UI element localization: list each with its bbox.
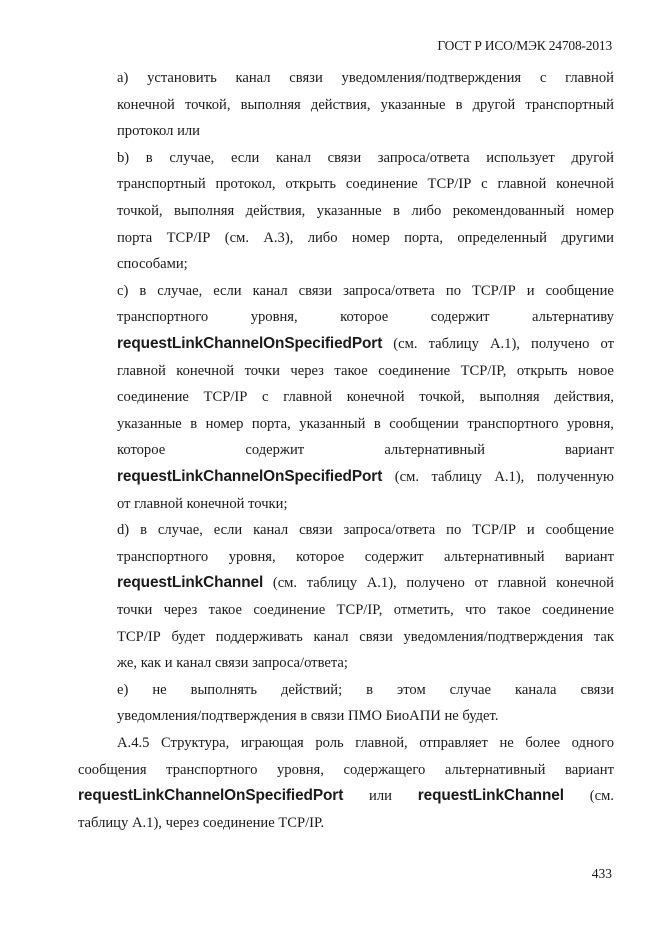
word: А.1), — [366, 575, 397, 591]
list-item-b-line — [117, 254, 614, 274]
word: связи — [214, 655, 249, 671]
word: точкой, — [419, 389, 465, 405]
word: связи — [327, 150, 362, 166]
word: с — [262, 389, 269, 405]
word: таблицу — [306, 575, 358, 591]
word: уведомления/подтверждения — [341, 70, 522, 86]
word: соединение — [542, 602, 614, 618]
word: канал — [253, 522, 289, 538]
word: указанный — [299, 416, 366, 432]
word: конечной — [346, 389, 405, 405]
word: или — [177, 123, 200, 139]
word: выполняя — [240, 97, 301, 113]
word: отправляет — [419, 735, 488, 751]
word: связи — [310, 708, 345, 724]
word: способами; — [117, 256, 188, 272]
word: другими — [561, 230, 614, 246]
word: играющая — [240, 735, 304, 751]
word: точки — [244, 363, 280, 379]
identifier-word — [418, 786, 564, 806]
word: не — [499, 735, 514, 751]
word: порта — [117, 230, 153, 246]
word: TCP/IP — [117, 629, 161, 645]
word: в — [140, 522, 147, 538]
word: в — [366, 682, 374, 698]
word: с — [481, 176, 488, 192]
word: альтернативный — [384, 442, 485, 458]
list-item-c-line — [117, 494, 614, 514]
word: другой — [472, 97, 516, 113]
word: сообщении — [389, 416, 459, 432]
word: главной — [283, 389, 333, 405]
word: А.1), — [131, 815, 162, 831]
list-item-d-line — [117, 600, 614, 620]
word: главной — [497, 575, 547, 591]
word: транспортного — [467, 416, 559, 432]
word: уведомления/подтверждения — [403, 629, 584, 645]
word: конечной — [556, 176, 614, 192]
word: точки — [117, 602, 153, 618]
word: более — [525, 735, 561, 751]
list-item-a-line — [117, 121, 614, 141]
word: TCP/IP — [203, 389, 248, 405]
word: содержит — [245, 442, 305, 458]
word: сообщение — [545, 522, 614, 538]
word: установить — [147, 70, 217, 86]
word: канал — [235, 70, 271, 86]
word: другой — [571, 150, 614, 166]
word: уровня, — [276, 762, 324, 778]
word: номер — [205, 416, 244, 432]
word: либо — [411, 203, 442, 219]
word: вариант — [565, 549, 614, 565]
word: указанные — [380, 97, 446, 113]
word: и — [526, 522, 535, 538]
list-item-c-line — [117, 334, 614, 354]
word: если — [213, 283, 242, 299]
word: транспортного — [117, 549, 209, 565]
word: как — [140, 655, 162, 671]
word: будет — [171, 629, 206, 645]
word: получено — [531, 336, 590, 352]
word: выполняя — [174, 203, 235, 219]
word: конечной — [186, 496, 245, 512]
word: случае, — [157, 522, 203, 538]
word: открыть — [516, 363, 568, 379]
word: альтернативу — [532, 309, 614, 325]
word: транспортного — [117, 309, 209, 325]
word: определенный — [457, 230, 547, 246]
paragraph-a45-line — [117, 733, 614, 753]
word: сообщение — [545, 283, 614, 299]
list-item-b-line — [117, 228, 614, 248]
word: открыть — [285, 176, 337, 192]
paragraph-a45-line — [78, 813, 614, 833]
word: в — [139, 283, 147, 299]
list-item-d-line — [117, 520, 614, 540]
word: запроса/ответа; — [252, 655, 348, 671]
word: запроса/ответа — [343, 283, 435, 299]
word: связи — [359, 629, 393, 645]
word: использует — [486, 150, 555, 166]
word: соединение — [117, 389, 189, 405]
word: рекомендованный — [452, 203, 565, 219]
word: такое — [334, 363, 368, 379]
word: А.1), — [489, 336, 520, 352]
word: альтернативный — [444, 549, 545, 565]
word: с — [539, 70, 547, 86]
word: (см. — [272, 575, 298, 591]
word: или — [369, 788, 392, 804]
word: конечной — [117, 97, 175, 113]
word: случае — [449, 682, 492, 698]
word: роль — [315, 735, 344, 751]
word: канал — [313, 629, 349, 645]
code-identifier: requestLinkChannel — [417, 787, 564, 804]
word: канала — [514, 682, 557, 698]
list-item-e-line — [117, 680, 614, 700]
word: альтернативный — [444, 762, 546, 778]
word: протокол — [117, 123, 174, 139]
word: случае, — [157, 283, 203, 299]
word: главной, — [355, 735, 408, 751]
word: которое — [296, 549, 345, 565]
word: канал — [252, 283, 288, 299]
word: не — [152, 682, 167, 698]
word: через — [290, 363, 324, 379]
word: соединение — [378, 363, 451, 379]
list-item-d-line — [117, 653, 614, 673]
word: d) — [117, 522, 130, 538]
list-item-b-line — [117, 174, 614, 194]
word: в — [455, 97, 463, 113]
word: TCP/IP — [427, 176, 472, 192]
list-item-e-line — [117, 706, 614, 726]
word: канал — [276, 150, 312, 166]
word: так — [593, 629, 614, 645]
list-item-d-line — [117, 547, 614, 567]
word: в — [300, 708, 308, 724]
word: главной — [565, 70, 614, 86]
list-item-c-line — [117, 414, 614, 434]
list-item-c-line — [117, 440, 614, 460]
word: в — [190, 416, 198, 432]
word: которое — [117, 442, 166, 458]
word: главной — [117, 363, 166, 379]
word: содержит — [430, 309, 490, 325]
code-identifier: requestLinkChannel — [117, 574, 264, 591]
word: (см. — [224, 230, 249, 246]
word: уровня, — [228, 549, 276, 565]
word: либо — [307, 230, 338, 246]
word: (см. — [589, 788, 614, 804]
document-header-code: ГОСТ Р ИСО/МЭК 24708-2013 — [437, 38, 612, 53]
word: (см. — [394, 469, 419, 485]
word: поддерживать — [215, 629, 303, 645]
paragraph-a45-line — [78, 760, 614, 780]
word: соединение — [202, 815, 275, 831]
word: вариант — [565, 442, 614, 458]
list-item-c-line — [117, 281, 614, 301]
word: отметить, — [393, 602, 454, 618]
word: транспортный — [525, 97, 614, 113]
word: e) — [117, 682, 129, 698]
word: порта, — [404, 230, 444, 246]
identifier-word — [78, 786, 343, 806]
list-item-c-line — [117, 467, 614, 487]
word: a) — [117, 70, 129, 86]
identifier-word — [117, 573, 263, 593]
word: в — [393, 203, 400, 219]
word: номер — [351, 230, 390, 246]
word: конечной — [176, 363, 235, 379]
code-identifier: requestLinkChannelOnSpecifiedPort — [117, 468, 383, 485]
word: и — [526, 283, 535, 299]
list-item-d-line — [117, 627, 614, 647]
word: выполнять — [190, 682, 258, 698]
word: и — [164, 655, 173, 671]
word: содержащего — [343, 762, 426, 778]
word: TCP/IP — [472, 522, 516, 538]
word: уровня, — [250, 309, 298, 325]
word: через — [165, 815, 200, 831]
list-item-b-line — [117, 201, 614, 221]
word: указанные — [117, 416, 182, 432]
word: от — [117, 496, 131, 512]
word: таблицу — [431, 469, 482, 485]
code-identifier: requestLinkChannelOnSpecifiedPort — [78, 787, 344, 804]
word: если — [213, 522, 243, 538]
word: действий; — [281, 682, 343, 698]
word: выполняя — [479, 389, 540, 405]
word: действия, — [554, 389, 614, 405]
word: главной — [134, 496, 183, 512]
word: TCP/IP. — [278, 815, 325, 831]
word: уведомления/подтверждения — [117, 708, 297, 724]
list-item-c-line — [117, 361, 614, 381]
word: указанные — [316, 203, 382, 219]
word: таблицу — [78, 815, 129, 831]
word: что — [465, 602, 486, 618]
word: транспортный — [117, 176, 206, 192]
word: по — [445, 283, 461, 299]
word: вариант — [565, 762, 614, 778]
word: через — [163, 602, 198, 618]
word: канал — [176, 655, 212, 671]
word: А.4.5 — [117, 735, 150, 751]
word: действия, — [310, 97, 371, 113]
word: номер — [576, 203, 614, 219]
list-item-c-line — [117, 307, 614, 327]
word: одного — [571, 735, 614, 751]
word: протокол, — [215, 176, 276, 192]
word: TCP/IP — [166, 230, 211, 246]
word: b) — [117, 150, 130, 166]
word: связи — [299, 522, 333, 538]
word: от — [474, 575, 488, 591]
word: содержит — [364, 549, 424, 565]
word: новое — [578, 363, 614, 379]
list-item-c-line — [117, 387, 614, 407]
list-item-a-line — [117, 68, 614, 88]
word: БиоАПИ — [385, 708, 441, 724]
word: главной — [497, 176, 547, 192]
word: А.3), — [263, 230, 294, 246]
word: полученную — [536, 469, 614, 485]
word: связи — [298, 283, 333, 299]
word: связи — [289, 70, 323, 86]
identifier-word — [117, 467, 382, 487]
word: таблицу — [428, 336, 479, 352]
list-item-d-line — [117, 573, 614, 593]
word: конечной — [556, 575, 614, 591]
word: соединение — [345, 176, 418, 192]
word: если — [230, 150, 260, 166]
word: точки; — [248, 496, 288, 512]
page-number: 433 — [591, 866, 612, 881]
word: случае, — [169, 150, 215, 166]
word: которое — [340, 309, 389, 325]
word: ПМО — [347, 708, 383, 724]
word: А.1), — [494, 469, 525, 485]
word: такое — [497, 602, 531, 618]
word: (см. — [393, 336, 418, 352]
word: же, — [117, 655, 138, 671]
word: такое — [208, 602, 242, 618]
word: уровня, — [567, 416, 614, 432]
word: запроса/ответа — [343, 522, 436, 538]
word: будет. — [462, 708, 499, 724]
word: связи — [580, 682, 614, 698]
paragraph-a45-line — [78, 786, 614, 806]
word: точкой, — [184, 97, 231, 113]
identifier-word — [117, 334, 382, 354]
word: запроса/ответа — [377, 150, 470, 166]
word: транспортного — [166, 762, 258, 778]
word: в — [373, 416, 381, 432]
word: точкой, — [117, 203, 163, 219]
list-item-a-line — [117, 95, 614, 115]
word: соединение — [253, 602, 326, 618]
word: TCP/IP, — [460, 363, 507, 379]
word: действия, — [245, 203, 306, 219]
word: порта, — [251, 416, 291, 432]
code-identifier: requestLinkChannelOnSpecifiedPort — [117, 335, 383, 352]
word: TCP/IP — [471, 283, 516, 299]
word: этом — [396, 682, 426, 698]
word: c) — [117, 283, 129, 299]
word: по — [446, 522, 462, 538]
word: сообщения — [78, 762, 147, 778]
list-item-b-line — [117, 148, 614, 168]
word: получено — [406, 575, 465, 591]
word: от — [600, 336, 614, 352]
word: в — [145, 150, 153, 166]
word: Структура, — [161, 735, 230, 751]
word: TCP/IP, — [336, 602, 383, 618]
word: не — [444, 708, 459, 724]
